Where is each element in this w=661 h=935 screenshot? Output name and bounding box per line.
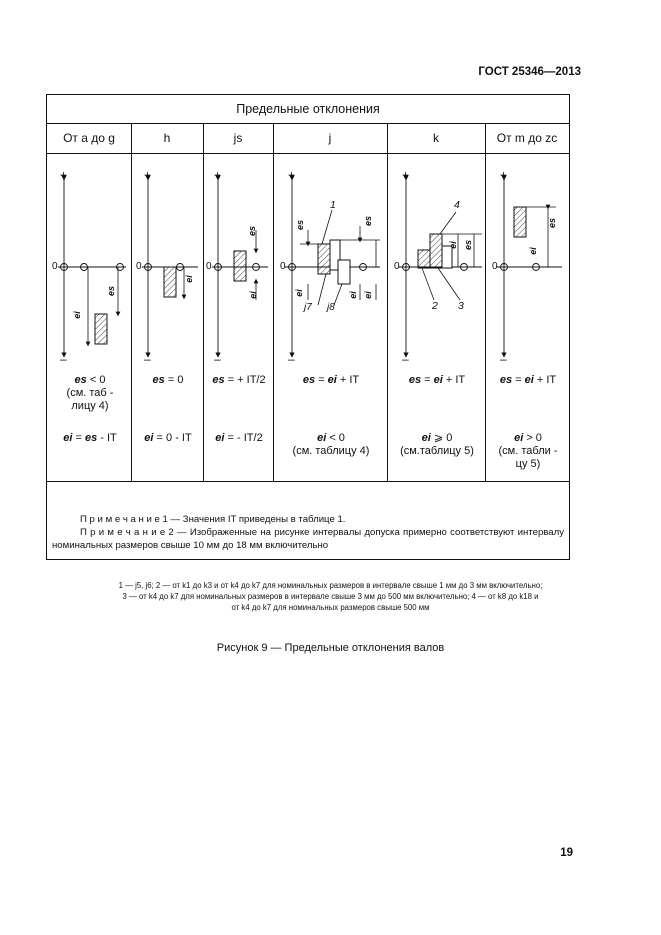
footnote-line-3: от k4 до k7 для номинальных размеров свыше 500 мм [231,603,430,612]
callout-4: 4 [454,199,460,211]
ei-label: ei [71,311,82,319]
callout-2: 2 [432,300,438,312]
zero-label: 0 [136,261,142,272]
col-header-j: j [273,123,387,154]
ei-label: ei [293,289,304,297]
minus-sign: – [144,352,151,366]
tolerance-zone [514,207,526,237]
ei-formula-m-zc: ei > 0 (см. табли - цу 5) [498,432,558,470]
ei-label: ei [447,241,458,249]
es-label: es [363,215,374,227]
es-formula-m-zc: es = ei + IT [499,374,557,386]
note-1: П р и м е ч а н и е 1 — Значения IT приведены в таблице 1. [80,514,346,525]
es-label: es [247,225,258,237]
zero-label: 0 [52,261,58,272]
callout-1: 1 [330,199,336,211]
page-number: 19 [560,847,573,859]
es-label: es [106,285,117,297]
plus-sign: + [402,168,410,182]
table-title: Предельные отклонения [47,95,569,124]
ei-label: ei [362,291,373,299]
standard-header: ГОСТ 25346—2013 [478,66,581,78]
ei-formula-j: ei < 0 (см. таблицу 4) [292,432,370,457]
col-header-a-g: От a до g [47,123,131,154]
callout-j7: j7 [304,302,312,313]
minus-sign: – [402,352,409,366]
ei-label: ei [183,275,194,283]
col-header-js: js [203,123,273,154]
col-header-k: k [387,123,485,154]
tolerance-zone-k [430,234,442,268]
minus-sign: – [60,352,67,366]
minus-sign: – [500,352,507,366]
zero-label: 0 [206,261,212,272]
es-label: es [463,239,474,251]
tolerance-zone-k [418,250,430,268]
col-header-m-zc: От m до zc [485,123,569,154]
minus-sign: – [214,352,221,366]
minus-sign: – [288,352,295,366]
ei-formula-js: ei = - IT/2 [215,432,263,444]
tolerance-zone-k [442,246,452,268]
tolerance-zone [234,251,246,281]
ei-formula-a-g: ei = es - IT [63,432,117,444]
tolerance-zone [164,267,176,297]
tolerance-zone-j [318,244,330,274]
callout-3: 3 [458,300,464,312]
tolerance-zone-j [338,260,350,284]
ei-formula-h: ei = 0 - IT [144,432,192,444]
footnote-line-2: 3 — от k4 до k7 для номинальных размеров в интервале свыше 3 мм до 500 мм включительно; 4 — от k8 до k18 и [122,592,539,601]
zero-label: 0 [280,261,286,272]
es-label: es [547,217,558,229]
plus-sign: + [500,168,508,182]
zero-label: 0 [492,261,498,272]
ei-formula-k: ei ⩾ 0 (см.таблицу 5) [400,432,474,457]
ei-label: ei [247,291,258,299]
zero-label: 0 [394,261,400,272]
tolerance-zone [95,314,107,344]
footnote-line-1: 1 — j5, j6; 2 — от k1 до k3 и от k4 до k7 для номинальных размеров в интервале свыше 1 мм до 3 мм включительно; [118,581,543,590]
plus-sign: + [214,168,222,182]
note-2: П р и м е ч а н и е 2 — Изображенные на рисунке интервалы допуска примерно соответствуют интервалу номинальных размеров свыше 10 мм до 18 мм включительно [52,527,564,551]
plus-sign: + [288,168,296,182]
ei-label: ei [347,291,358,299]
plus-sign: + [144,168,152,182]
col-header-h: h [131,123,203,154]
es-formula-js: es = + IT/2 [212,374,266,386]
es-formula-j: es = ei + IT [302,374,360,386]
ei-label: ei [527,247,538,255]
figure-caption: Рисунок 9 — Предельные отклонения валов [216,642,445,654]
es-formula-a-g: es < 0 (см. таб - лицу 4) [66,374,114,412]
es-formula-h: es = 0 [152,374,184,386]
es-formula-k: es = ei + IT [408,374,466,386]
plus-sign: + [60,168,68,182]
callout-j8: j8 [327,302,335,313]
es-label: es [295,219,306,231]
